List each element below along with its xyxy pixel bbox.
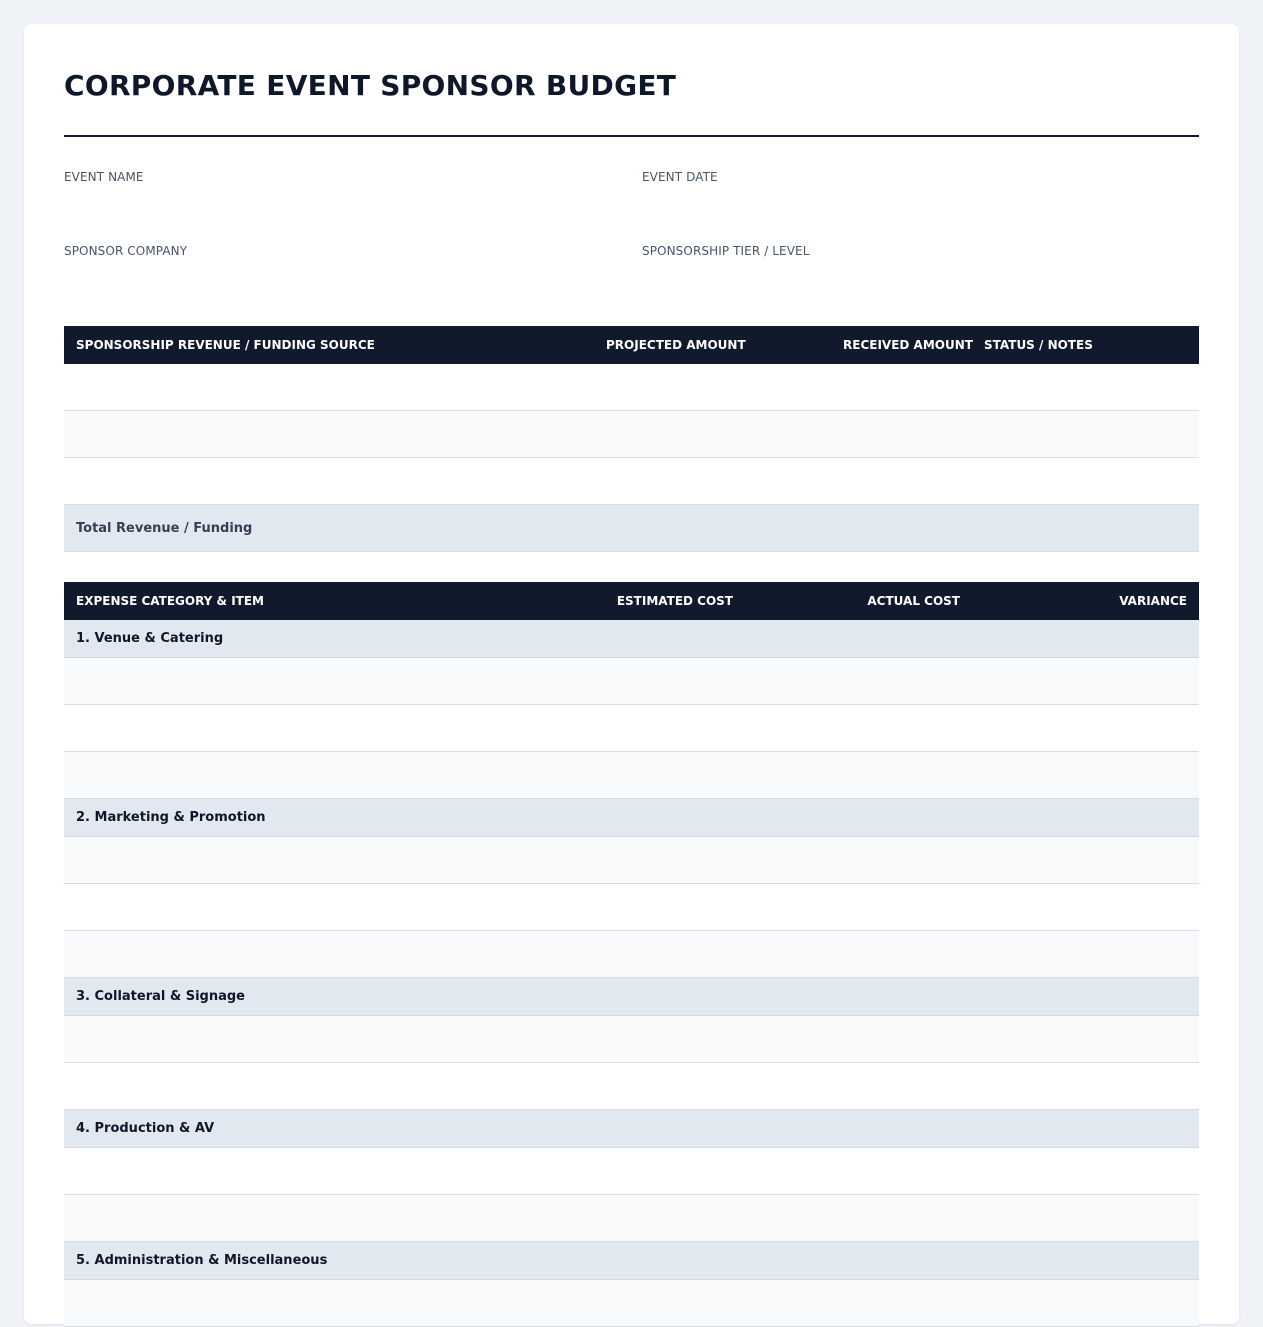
expense-row[interactable] [64,1063,1199,1110]
event-date-input[interactable] [642,190,1182,218]
category-label: 1. Venue & Catering [76,631,224,646]
expense-row[interactable] [64,752,1199,799]
event-name-label: EVENT NAME [64,170,144,184]
expense-row[interactable] [64,837,1199,884]
revenue-row[interactable] [64,458,1199,505]
revenue-row[interactable] [64,364,1199,411]
projected-amount-header: PROJECTED AMOUNT [606,338,746,352]
sponsorship-tier-label: SPONSORSHIP TIER / LEVEL [642,244,810,258]
received-amount-header: RECEIVED AMOUNT [843,338,973,352]
category-label: 3. Collateral & Signage [76,989,245,1004]
sponsor-company-field [64,244,604,292]
event-name-field [64,170,604,218]
sponsor-company-input[interactable] [64,264,604,292]
category-label: 5. Administration & Miscellaneous [76,1253,328,1268]
actual-cost-header: ACTUAL COST [867,594,960,608]
sponsorship-tier-input[interactable] [642,264,1182,292]
expense-row[interactable] [64,1195,1199,1242]
revenue-total-row [64,505,1199,552]
expense-row[interactable] [64,658,1199,705]
event-date-field [642,170,1182,218]
variance-header: VARIANCE [1119,594,1187,608]
expense-row[interactable] [64,1280,1199,1327]
expense-row[interactable] [64,884,1199,931]
revenue-total-label: Total Revenue / Funding [76,521,253,536]
event-name-input[interactable] [64,190,604,218]
expense-item-header: EXPENSE CATEGORY & ITEM [76,594,264,608]
category-row-collateral-signage [64,978,1199,1016]
expense-row[interactable] [64,931,1199,978]
revenue-source-header: SPONSORSHIP REVENUE / FUNDING SOURCE [76,338,375,352]
title-divider [64,135,1199,137]
category-label: 4. Production & AV [76,1121,215,1136]
expense-table-header [64,582,1199,620]
category-row-administration-misc [64,1242,1199,1280]
expense-row[interactable] [64,1148,1199,1195]
estimated-cost-header: ESTIMATED COST [616,594,733,608]
revenue-table-header [64,326,1199,364]
sponsorship-tier-field [642,244,1182,292]
expense-row[interactable] [64,705,1199,752]
expense-row[interactable] [64,1016,1199,1063]
revenue-row[interactable] [64,411,1199,458]
budget-card [24,24,1239,1324]
event-date-label: EVENT DATE [642,170,718,184]
category-label: 2. Marketing & Promotion [76,810,266,825]
category-row-marketing-promotion [64,799,1199,837]
category-row-production-av [64,1110,1199,1148]
category-row-venue-catering [64,620,1199,658]
expense-table [64,582,1199,1327]
revenue-table [64,326,1199,552]
page-title: CORPORATE EVENT SPONSOR BUDGET [64,69,677,102]
status-notes-header: STATUS / NOTES [984,338,1093,352]
sponsor-company-label: SPONSOR COMPANY [64,244,188,258]
